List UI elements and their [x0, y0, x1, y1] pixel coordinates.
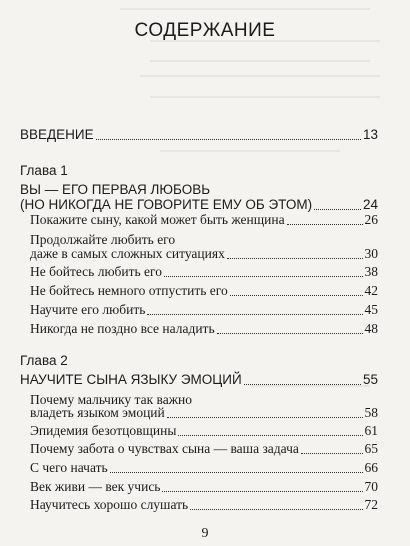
toc-entry-label: Научите его любить	[30, 302, 146, 317]
toc-page-number: 65	[364, 441, 378, 456]
toc-page-number: 72	[364, 497, 378, 512]
toc-entry[interactable]	[30, 264, 378, 280]
toc-entry-label: Почему забота о чувствах сына — ваша задача	[30, 441, 299, 456]
dot-leader	[110, 472, 363, 473]
dot-leader	[190, 509, 362, 510]
toc-page-number: 61	[364, 423, 378, 438]
toc-entry-label: Никогда не поздно все наладить	[30, 321, 215, 336]
dot-leader	[314, 209, 361, 210]
toc-entry[interactable]	[30, 246, 378, 262]
dot-leader	[287, 224, 363, 225]
dot-leader	[167, 417, 363, 418]
toc-page-number: 48	[364, 321, 378, 336]
toc-entry-label: Век живи — век учись	[30, 479, 161, 494]
toc-page-number: 45	[364, 302, 378, 317]
toc-page-number: 70	[364, 479, 378, 494]
toc-entry-label: Не бойтесь любить его	[30, 264, 163, 279]
page-number: 9	[201, 526, 209, 541]
dot-leader	[301, 453, 363, 454]
dot-leader	[164, 276, 362, 277]
toc-page-number: 26	[364, 212, 378, 227]
toc-entry-label: С чего начать	[30, 460, 108, 475]
toc-entry[interactable]	[30, 497, 378, 513]
toc-entry-label: Не бойтесь немного отпустить его	[30, 283, 228, 298]
toc-entry-intro[interactable]	[20, 127, 378, 143]
toc-entry[interactable]	[30, 479, 378, 495]
toc-entry-chapter-1[interactable]	[20, 197, 378, 213]
toc-entry-label: даже в самых сложных ситуациях	[30, 246, 225, 261]
dot-leader	[244, 384, 361, 385]
chapter-title-line: НАУЧИТЕ СЫНА ЯЗЫКУ ЭМОЦИЙ	[20, 372, 242, 387]
chapter-title-line[interactable]: ВЫ — ЕГО ПЕРВАЯ ЛЮБОВЬ	[20, 182, 211, 197]
toc-page-number: 24	[362, 197, 378, 212]
toc-page-number: 66	[364, 460, 378, 475]
toc-page-number: 55	[362, 372, 378, 387]
toc-entry-label: Покажите сыну, какой может быть женщина	[30, 212, 285, 227]
toc-entry-label: Эпидемия безотцовщины	[30, 423, 177, 438]
toc-page-number: 58	[364, 405, 378, 420]
toc-entry-label: владеть языком эмоций	[30, 405, 165, 420]
toc-entry[interactable]	[30, 321, 378, 337]
dot-leader	[147, 314, 362, 315]
toc-entry[interactable]	[30, 460, 378, 476]
toc-entry[interactable]	[30, 441, 378, 457]
toc-entry[interactable]	[30, 423, 378, 439]
page-title: СОДЕРЖАНИЕ	[134, 20, 276, 41]
toc-page-number: 42	[364, 283, 378, 298]
toc-entry-label: Научитесь хорошо слушать	[30, 497, 189, 512]
dot-leader	[230, 295, 363, 296]
chapter-label: Глава 2	[20, 353, 68, 368]
toc-page-number: 38	[364, 264, 378, 279]
toc-entry[interactable]	[30, 302, 378, 318]
toc-entry[interactable]	[30, 405, 378, 421]
toc-entry-label[interactable]: Продолжайте любить его	[30, 232, 176, 247]
chapter-title-line: (НО НИКОГДА НЕ ГОВОРИТЕ ЕМУ ОБ ЭТОМ)	[20, 197, 313, 212]
toc-entry-label[interactable]: Почему мальчику так важно	[30, 392, 193, 407]
chapter-label: Глава 1	[20, 163, 68, 178]
toc-entry-label: ВВЕДЕНИЕ	[20, 127, 94, 142]
toc-entry[interactable]	[30, 212, 378, 228]
dot-leader	[96, 139, 361, 140]
toc-page-number: 30	[364, 246, 378, 261]
toc-page-number: 13	[362, 127, 378, 142]
dot-leader	[227, 258, 363, 259]
toc-entry[interactable]	[30, 283, 378, 299]
toc-entry-chapter-2[interactable]	[20, 372, 378, 388]
dot-leader	[162, 491, 362, 492]
dot-leader	[178, 435, 362, 436]
dot-leader	[217, 333, 363, 334]
